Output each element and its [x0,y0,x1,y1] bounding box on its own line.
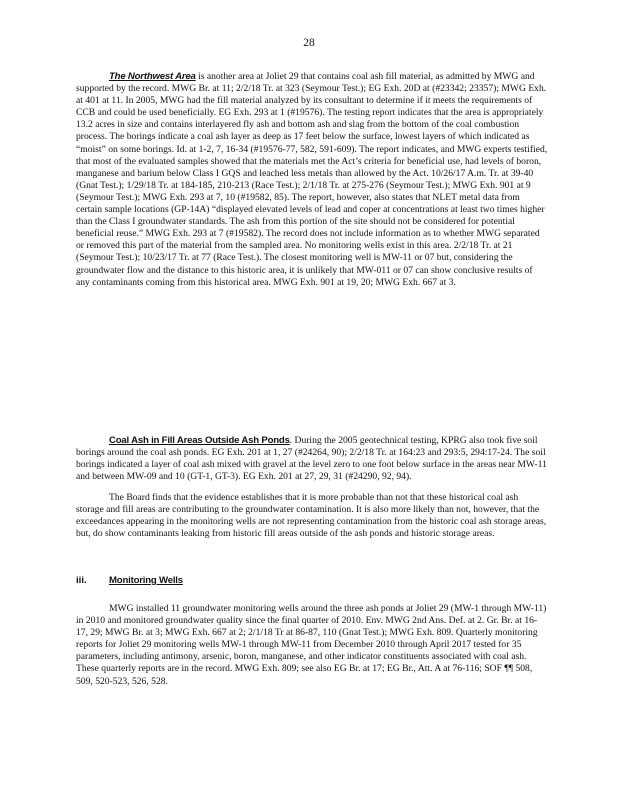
fill-areas-heading: Coal Ash in Fill Areas Outside Ash Ponds [109,435,290,446]
monitoring-wells-text: MWG installed 11 groundwater monitoring wells around the three ash ponds at Joliet 29 (MW-1 through MW-11) in 2010 and monitored groundwater quality since the final quarter of 2010. Env. MWG 2nd Ans. Def. at 2. Gr. Br. at 16-17, 29; MWG Br. at 3; MWG Exh. 667 at 2; 2/1/18 Tr at 86-87, 110 (Gnat Test.); MWG Exh. 809. Quarterly monitoring reports for Joliet 29 monitoring wells MW-1 through MW-11 from December 2010 through April 2017 tested for 35 parameters, including antimony, arsenic, boron, manganese, and other indicator constituents associated with coal ash. These quarterly reports are in the record. MWG Exh. 809; see also EG Br. at 17; EG Br., Att. A at 76-116; SOF ¶¶ 508, 509, 520-523, 526, 528. [76,603,547,687]
fill-areas-text: . During the 2005 geotechnical testing, KPRG also took five soil borings around the coal ash ponds. EG Exh. 201 at 1, 27 (#24264, 90); 2/2/18 Tr. at 164:23 and 293:5, 294:17-24. The soil borings indicated a layer of coal ash mixed with gravel at the level zero to one foot below surface in the areas near MW-11 and between MW-09 and 10 (GT-1, GT-3). EG Exh. 201 at 27, 29, 31 (#24290, 92, 94). [76,435,547,483]
fill-areas-paragraph [76,435,548,483]
monitoring-wells-heading [76,575,548,587]
board-finding-paragraph [76,492,548,540]
board-finding-text: The Board finds that the evidence establishes that it is more probable than not that these historical coal ash storage and fill areas are contributing to the groundwater contamination. It is also more likely than not, however, that the exceedances appearing in the monitoring wells are not representing contamination from the historic coal ash storage areas, but, do show contaminants leaking from historic fill areas outside of the ash ponds and historic storage areas. [76,492,547,540]
section-numeral: iii. [76,575,87,586]
northwest-area-heading: The Northwest Area [109,71,196,82]
northwest-area-paragraph [76,71,548,289]
page-number: 28 [303,37,315,49]
section-title: Monitoring Wells [109,575,183,586]
monitoring-wells-paragraph [76,603,548,688]
northwest-area-text: is another area at Joliet 29 that contains coal ash fill material, as admitted by MWG and supported by the record. MWG Br. at 11; 2/2/18 Tr. at 323 (Seymour Test.); EG Exh. 20D at (#23342; 23357); MWG Exh. at 401 at 11. In 2005, MWG had the fill material analyzed by its consultant to determine if it meets the requirements of CCB and could be used beneficially. EG Exh. 293 at 1 (#19576). The testing report indicates that the area is appropriately 13.2 acres in size and contains interlayered fly ash and bottom ash and slag from the bottom of the coal combustion process. The borings indicate a coal ash layer as deep as 17 feet below the surface, lowest layers of which indicated as “moist” on some borings. Id. at 1-2, 7, 16-34 (#19576-77, 582, 591-609). The report indicates, and MWG experts testified, that most of the evaluated samples showed that the materials met the Act’s criteria for beneficial use, had levels of boron, manganese and barium below Class I GQS and leached less metals than allowed by the Act. 10/26/17 A.m. Tr. at 39-40 (Gnat Test.); 1/29/18 Tr. at 184-185, 210-213 (Race Test.); 2/1/18 Tr. at 275-276 (Seymour Test.); MWG Exh. 901 at 9 (Seymour Test.); MWG Exh. 293 at 7, 10 (#19582, 85). The report, however, also states that NLET metal data from certain sample locations (GP-14A) “displayed elevated levels of lead and coper at concentrations at least two times higher than the Class I groundwater standards. The ash from this portion of the site should not be considered for potential beneficial reuse.” MWG Exh. 293 at 7 (#19582). The record does not include information as to whether MWG separated or removed this part of the material from the sampled area. No monitoring wells exist in this area. 2/2/18 Tr. at 21 (Seymour Test.); 10/23/17 Tr. at 77 (Race Test.). The closest monitoring well is MW-11 or 07 but, considering the groundwater flow and the distance to this historic area, it is unlikely that MW-011 or 07 can show conclusive results of any contaminants coming from this historical area. MWG Exh. 901 at 19, 20; MWG Exh. 667 at 3. [76,71,548,288]
